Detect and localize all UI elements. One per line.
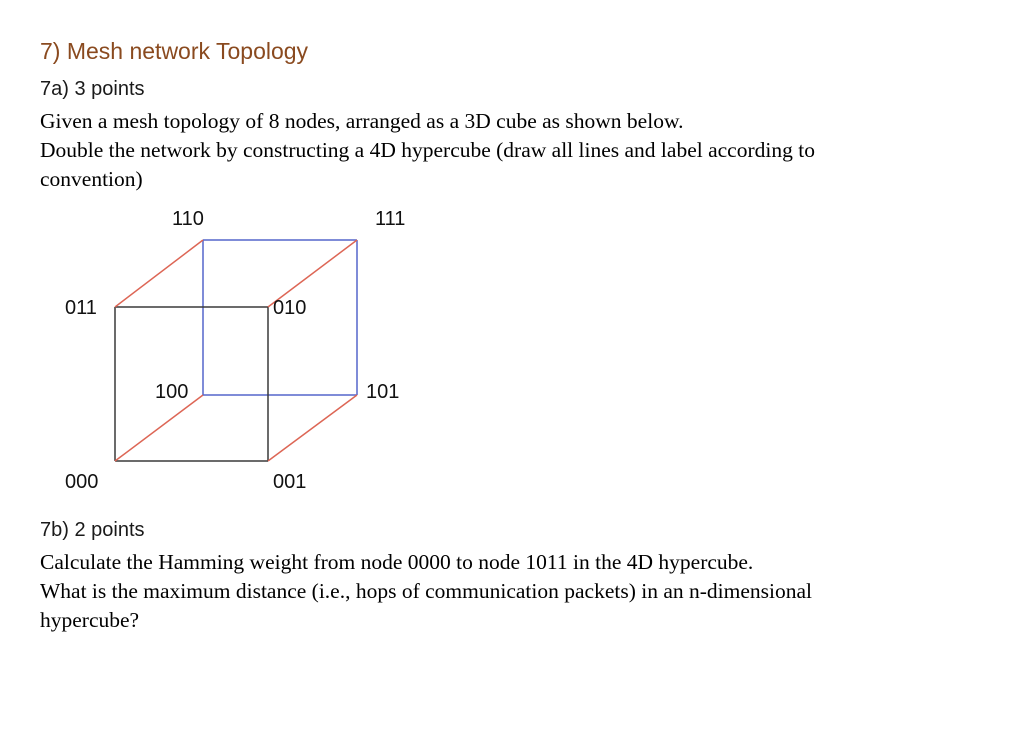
node-label-011: 011 — [65, 297, 97, 319]
node-label-001: 001 — [273, 471, 307, 493]
edge-000-100 — [115, 395, 203, 461]
part-a-line-3: convention) — [40, 167, 143, 191]
part-b-label: 7b) 2 points — [40, 519, 145, 541]
front-face — [115, 307, 268, 461]
part-a-line-2: Double the network by constructing a 4D hypercube (draw all lines and label according to — [40, 138, 815, 162]
node-label-111: 111 — [375, 208, 406, 230]
node-label-100: 100 — [155, 381, 189, 403]
part-b-line-3: hypercube? — [40, 608, 140, 632]
part-b-line-2: What is the maximum distance (i.e., hops of communication packets) in an n-dimensional — [40, 579, 813, 603]
edge-001-101 — [268, 395, 357, 461]
part-a-label: 7a) 3 points — [40, 78, 145, 100]
question-title: 7) Mesh network Topology — [40, 38, 309, 64]
node-label-000: 000 — [65, 471, 99, 493]
node-label-110: 110 — [172, 208, 204, 230]
part-a-line-1: Given a mesh topology of 8 nodes, arranged as a 3D cube as shown below. — [40, 109, 684, 133]
edge-011-110 — [115, 240, 203, 307]
node-label-101: 101 — [366, 381, 400, 403]
part-b-line-1: Calculate the Hamming weight from node 0000 to node 1011 in the 4D hypercube. — [40, 550, 754, 574]
diagonal-edges — [115, 240, 357, 461]
part-b-text — [40, 548, 990, 635]
node-label-010: 010 — [273, 297, 307, 319]
